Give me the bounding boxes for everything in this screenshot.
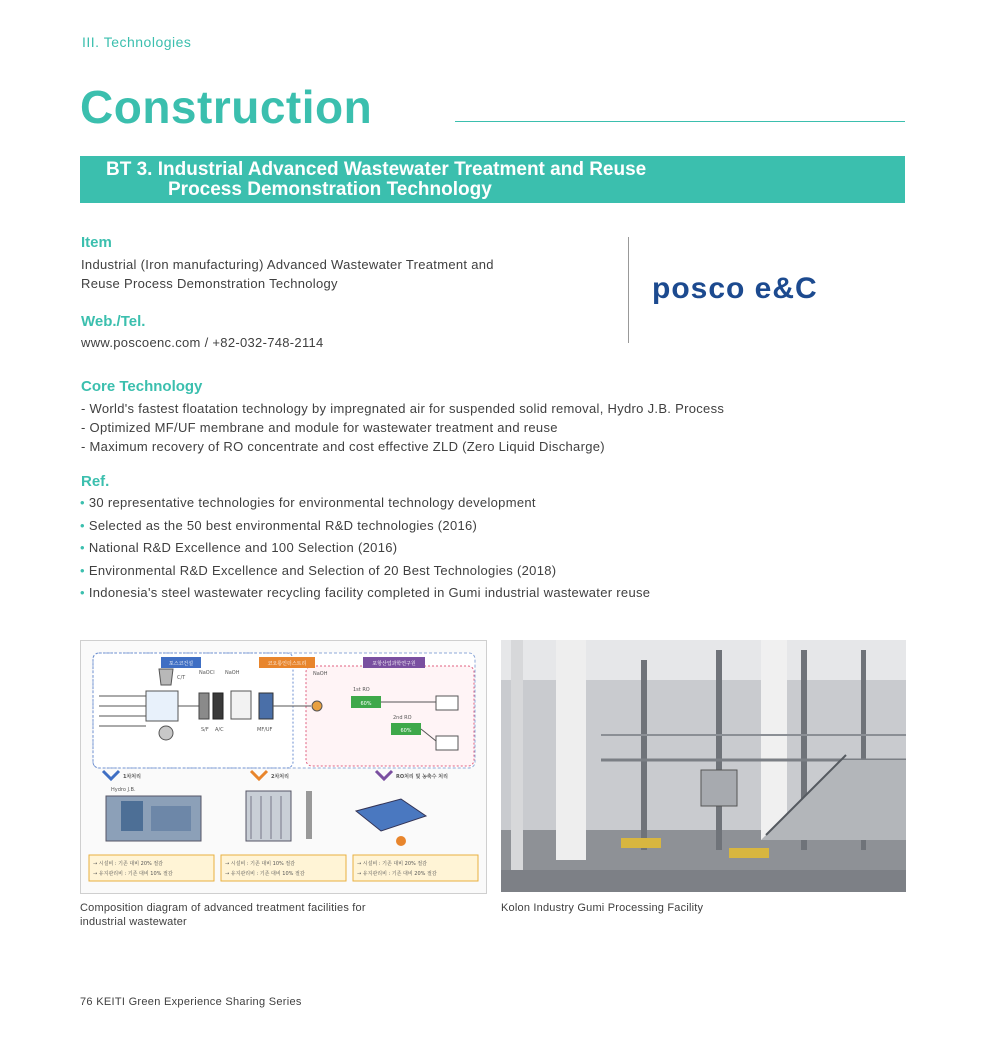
bullet-icon: • xyxy=(80,495,85,510)
pct2-label: 60% xyxy=(400,728,412,734)
title-rule xyxy=(455,121,905,122)
item-text xyxy=(81,255,494,293)
figure1-caption-line1: Composition diagram of advanced treatment facilities for xyxy=(80,902,366,914)
box2-line2: → 유지관리비 : 기존 대비 10% 절감 xyxy=(225,871,305,877)
page-title: Construction xyxy=(80,81,373,133)
item-line2: Reuse Process Demonstration Technology xyxy=(81,276,338,291)
bt-banner xyxy=(80,156,905,203)
stage1-label: 1차처리 xyxy=(123,774,141,780)
hydro-label: Hydro J.B. xyxy=(111,787,136,793)
web-value: www.poscoenc.com / +82-032-748-2114 xyxy=(81,335,324,350)
bullet-icon: • xyxy=(80,585,85,600)
series-name: KEITI Green Experience Sharing Series xyxy=(96,996,302,1008)
bt-title-line1: BT 3. Industrial Advanced Wastewater Treatment and Reuse xyxy=(106,159,647,180)
naoh2-label: NaOH xyxy=(313,671,328,677)
box1-line1: → 시설비 : 기존 대비 20% 절감 xyxy=(93,861,163,867)
item-heading: Item xyxy=(81,234,112,251)
figure1-caption-line2: industrial wastewater xyxy=(80,916,187,928)
page-number: 76 xyxy=(80,996,93,1008)
core-item: - Maximum recovery of RO concentrate and cost effective ZLD (Zero Liquid Discharge) xyxy=(81,439,605,454)
naocl-label: NaOCl xyxy=(199,670,215,676)
process-diagram xyxy=(81,641,486,893)
ref-item: • Environmental R&D Excellence and Selection of 20 Best Technologies (2018) xyxy=(80,562,557,578)
item-line1: Industrial (Iron manufacturing) Advanced Wastewater Treatment and xyxy=(81,257,494,272)
bullet-icon: • xyxy=(80,517,85,533)
naoh-label: NaOH xyxy=(225,670,240,676)
page-footer xyxy=(80,996,302,1008)
facility-photo-drawing xyxy=(501,640,906,892)
figure2-caption: Kolon Industry Gumi Processing Facility xyxy=(501,902,704,914)
ro2-label: 2nd RO xyxy=(393,715,412,721)
box3-line2: → 유지관리비 : 기존 대비 20% 절감 xyxy=(357,871,437,877)
ct-label: C/T xyxy=(177,675,186,681)
ref-item: • Selected as the 50 best environmental R&D technologies (2016) xyxy=(80,517,478,533)
box3-line1: → 시설비 : 기존 대비 20% 절감 xyxy=(357,861,427,867)
stage2-label: 2차처리 xyxy=(271,774,289,780)
facility-photo xyxy=(501,640,906,892)
ro1-label: 1st RO xyxy=(353,687,370,693)
core-item: - World's fastest floatation technology by impregnated air for suspended solid removal, Hydro J.B. Process xyxy=(81,401,725,416)
org2-label: 코오롱인더스트리 xyxy=(267,661,307,667)
bullet-icon: • xyxy=(80,562,85,578)
core-heading: Core Technology xyxy=(81,378,203,395)
stage3-label: RO처리 및 농축수 처리 xyxy=(396,774,448,780)
core-item: - Optimized MF/UF membrane and module for wastewater treatment and reuse xyxy=(81,420,558,435)
box1-line2: → 유지관리비 : 기존 대비 10% 절감 xyxy=(93,871,173,877)
web-heading: Web./Tel. xyxy=(81,313,146,330)
mfuf-label: MF/UF xyxy=(257,727,273,733)
ref-item: • Indonesia's steel wastewater recycling facility completed in Gumi industrial wastewater reuse xyxy=(80,585,651,600)
ref-heading: Ref. xyxy=(81,473,110,490)
figure1-caption xyxy=(80,901,366,929)
sf-label: S/F xyxy=(201,727,209,733)
ref-list xyxy=(80,492,650,605)
org3-label: 포항산업과학연구원 xyxy=(372,661,416,667)
ref-item: • 30 representative technologies for environmental technology development xyxy=(80,495,536,510)
org1-label: 포스코건설 xyxy=(168,661,194,667)
ac-label: A/C xyxy=(215,727,224,733)
core-list xyxy=(81,399,724,456)
bt-title-line2: Process Demonstration Technology xyxy=(168,179,492,200)
process-diagram-figure xyxy=(80,640,487,894)
vertical-divider xyxy=(628,237,629,343)
company-logo: posco e&C xyxy=(652,272,818,305)
section-label: III. Technologies xyxy=(82,34,192,50)
box2-line1: → 시설비 : 기존 대비 10% 절감 xyxy=(225,861,295,867)
bullet-icon: • xyxy=(80,540,85,555)
pct1-label: 60% xyxy=(360,701,372,707)
ref-item: • National R&D Excellence and 100 Selection (2016) xyxy=(80,540,398,555)
